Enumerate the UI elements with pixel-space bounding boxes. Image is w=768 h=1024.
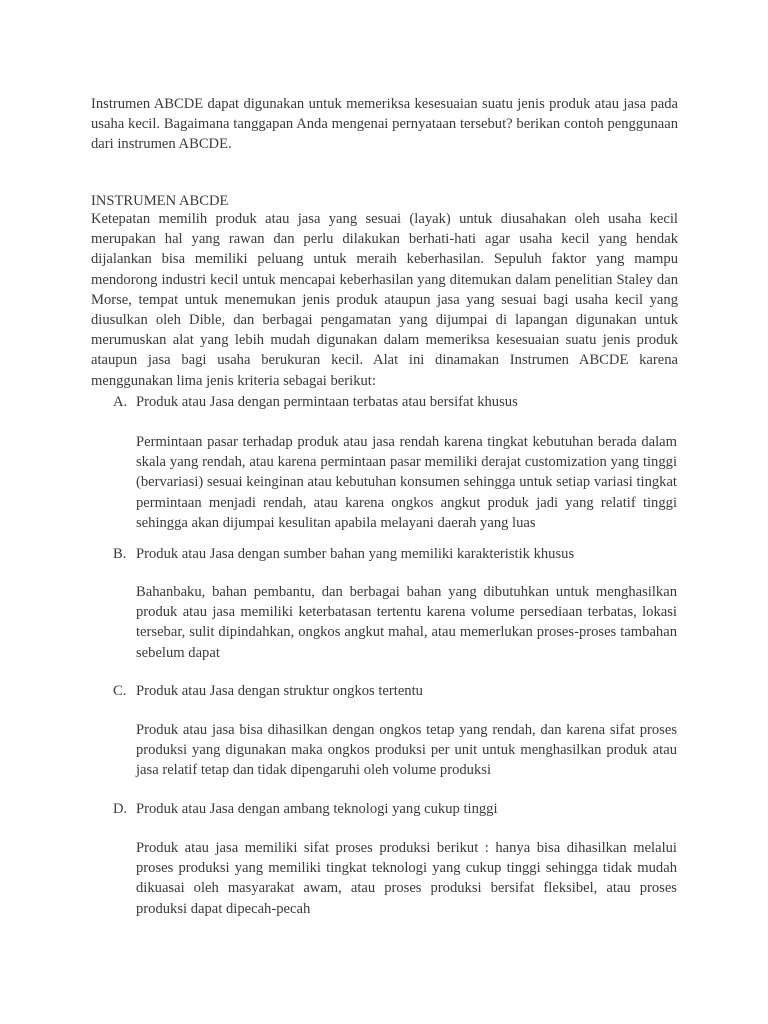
assignment-question: Instrumen ABCDE dapat digunakan untuk memeriksa kesesuaian suatu jenis produk atau jasa pada usaha kecil. Bagaimana tanggapan Anda mengenai pernyataan tersebut? berikan contoh penggunaan dari instrumen ABCDE. <box>91 96 678 152</box>
criterion-d-body: Produk atau jasa memiliki sifat proses produksi berikut : hanya bisa dihasilkan melalui proses produksi yang memiliki tingkat teknologi yang cukup tinggi sehingga tidak mudah dikuasai oleh masyarakat awam, atau proses produksi bersifat fleksibel, atau proses produksi dapat dipecah-pecah <box>136 840 677 917</box>
criterion-d-letter: D. <box>113 801 128 817</box>
criterion-a-title-text: Produk atau Jasa dengan permintaan terbatas atau bersifat khusus <box>136 394 518 410</box>
criterion-b-title <box>113 545 574 563</box>
criterion-c-title <box>113 682 423 700</box>
criterion-a-body: Permintaan pasar terhadap produk atau jasa rendah karena tingkat kebutuhan berada dalam skala yang rendah, atau karena permintaan pasar memiliki derajat customization yang tinggi (bervariasi) sesuai keinginan atau kebutuhan konsumen sehingga untuk setiap variasi tingkat permintaan menjadi rendah, atau karena ongkos angkut produk jadi yang relatif tinggi sehingga akan dijumpai kesulitan apabila melayani daerah yang luas <box>136 434 677 531</box>
criterion-b-body: Bahanbaku, bahan pembantu, dan berbagai bahan yang dibutuhkan untuk menghasilkan produk atau jasa memiliki keterbatasan tertentu karena volume persediaan terbatas, lokasi tersebar, sulit dipindahkan, ongkos angkut mahal, atau memerlukan proses-proses tambahan sebelum dapat <box>136 584 677 661</box>
criterion-c-letter: C. <box>113 683 127 699</box>
criterion-a-letter: A. <box>113 394 128 410</box>
criterion-d-title <box>113 800 498 818</box>
criterion-a-title <box>113 393 518 411</box>
criterion-b-letter: B. <box>113 546 127 562</box>
criterion-d-title-text: Produk atau Jasa dengan ambang teknologi yang cukup tinggi <box>136 801 498 817</box>
criterion-c-title-text: Produk atau Jasa dengan struktur ongkos tertentu <box>136 683 423 699</box>
criterion-b-title-text: Produk atau Jasa dengan sumber bahan yang memiliki karakteristik khusus <box>136 546 575 562</box>
section-heading: INSTRUMEN ABCDE <box>91 193 229 209</box>
criterion-c-body: Produk atau jasa bisa dihasilkan dengan ongkos tetap yang rendah, dan karena sifat proses produksi yang digunakan maka ongkos produksi per unit untuk menghasilkan produk atau jasa relatif tetap dan tidak dipengaruhi oleh volume produksi <box>136 722 677 779</box>
intro-paragraph: Ketepatan memilih produk atau jasa yang sesuai (layak) untuk diusahakan oleh usaha kecil merupakan hal yang rawan dan perlu dilakukan berhati-hati agar usaha kecil yang hendak dijalankan bisa memiliki peluang untuk meraih keberhasilan. Sepuluh faktor yang mampu mendorong industri kecil untuk mencapai keberhasilan yang ditemukan dalam penelitian Staley dan Morse, tempat untuk menemukan jenis produk ataupun jasa yang sesuai bagi usaha kecil yang diusulkan oleh Dible, dan berbagai pengamatan yang dijumpai di lapangan digunakan untuk merumuskan alat yang lebih mudah digunakan dalam memeriksa kesesuaian suatu jenis produk ataupun jasa bagi usaha berukuran kecil. Alat ini dinamakan Instrumen ABCDE karena menggunakan lima jenis kriteria sebagai berikut: <box>91 211 678 389</box>
